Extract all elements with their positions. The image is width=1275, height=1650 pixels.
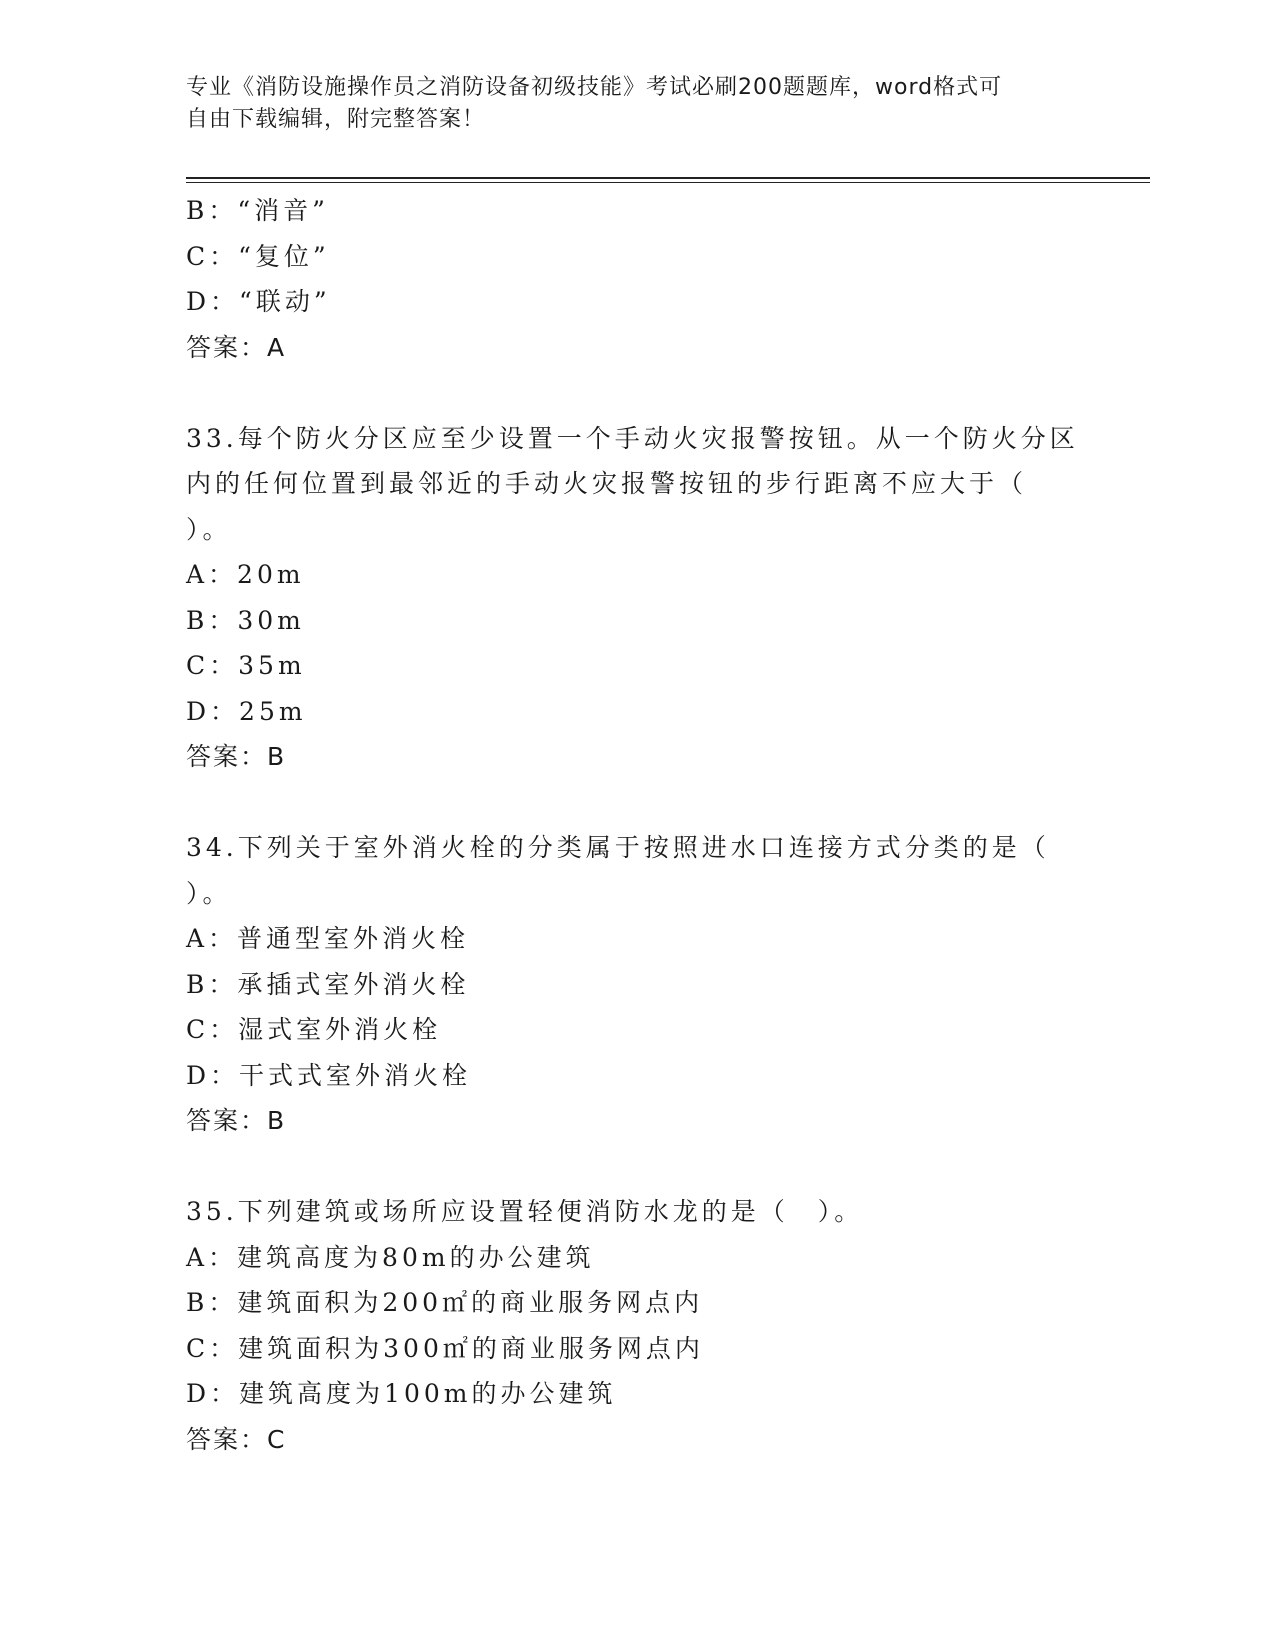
option-b: B：建筑面积为200㎡的商业服务网点内 [186, 1288, 704, 1317]
option-b: B：“消音” [186, 196, 329, 225]
spacer [186, 370, 1086, 416]
option-c: C：35m [186, 651, 306, 680]
option-c: C：湿式室外消火栓 [186, 1015, 442, 1044]
header-divider-thin [186, 182, 1150, 183]
header-divider-thick [186, 177, 1150, 179]
header-line-2: 自由下载编辑，附完整答案！ [186, 107, 486, 132]
option-b: B：承插式室外消火栓 [186, 969, 470, 999]
question-stem-line: 34.下列关于室外消火栓的分类属于按照进水口连接方式分类的是（ [186, 833, 1050, 862]
document-header [186, 72, 1066, 136]
question-stem-line: ）。 [186, 514, 232, 544]
answer-line: 答案：C [186, 1424, 287, 1454]
question-stem-line: 内的任何位置到最邻近的手动火灾报警按钮的步行距离不应大于（ [186, 469, 1028, 498]
option-a: A：20m [186, 560, 305, 589]
question-stem-line: ）。 [186, 878, 232, 908]
option-b: B：30m [186, 605, 305, 635]
option-c: C：“复位” [186, 241, 330, 271]
option-d: D：建筑高度为100m的办公建筑 [186, 1379, 617, 1408]
question-35 [186, 1189, 1086, 1462]
question-list [186, 188, 1086, 1462]
question-stem-line: 33.每个防火分区应至少设置一个手动火灾报警按钮。从一个防火分区 [186, 423, 1079, 453]
question-32-continued [186, 188, 1086, 370]
answer-line: 答案：B [186, 1106, 287, 1135]
question-34 [186, 825, 1086, 1144]
header-line-1: 专业《消防设施操作员之消防设备初级技能》考试必刷200题题库，word格式可 [186, 75, 1003, 100]
spacer [186, 1144, 1086, 1190]
option-d: D：25m [186, 696, 307, 726]
answer-line: 答案：B [186, 742, 287, 771]
spacer [186, 780, 1086, 826]
option-c: C：建筑面积为300㎡的商业服务网点内 [186, 1333, 704, 1363]
answer-line: 答案：A [186, 332, 287, 362]
option-a: A：建筑高度为80m的办公建筑 [186, 1242, 595, 1272]
option-d: D：干式式室外消火栓 [186, 1060, 472, 1090]
option-a: A：普通型室外消火栓 [186, 924, 470, 953]
option-d: D：“联动” [186, 287, 331, 316]
question-33 [186, 416, 1086, 780]
question-stem-line: 35.下列建筑或场所应设置轻便消防水龙的是（ ）。 [186, 1197, 864, 1226]
